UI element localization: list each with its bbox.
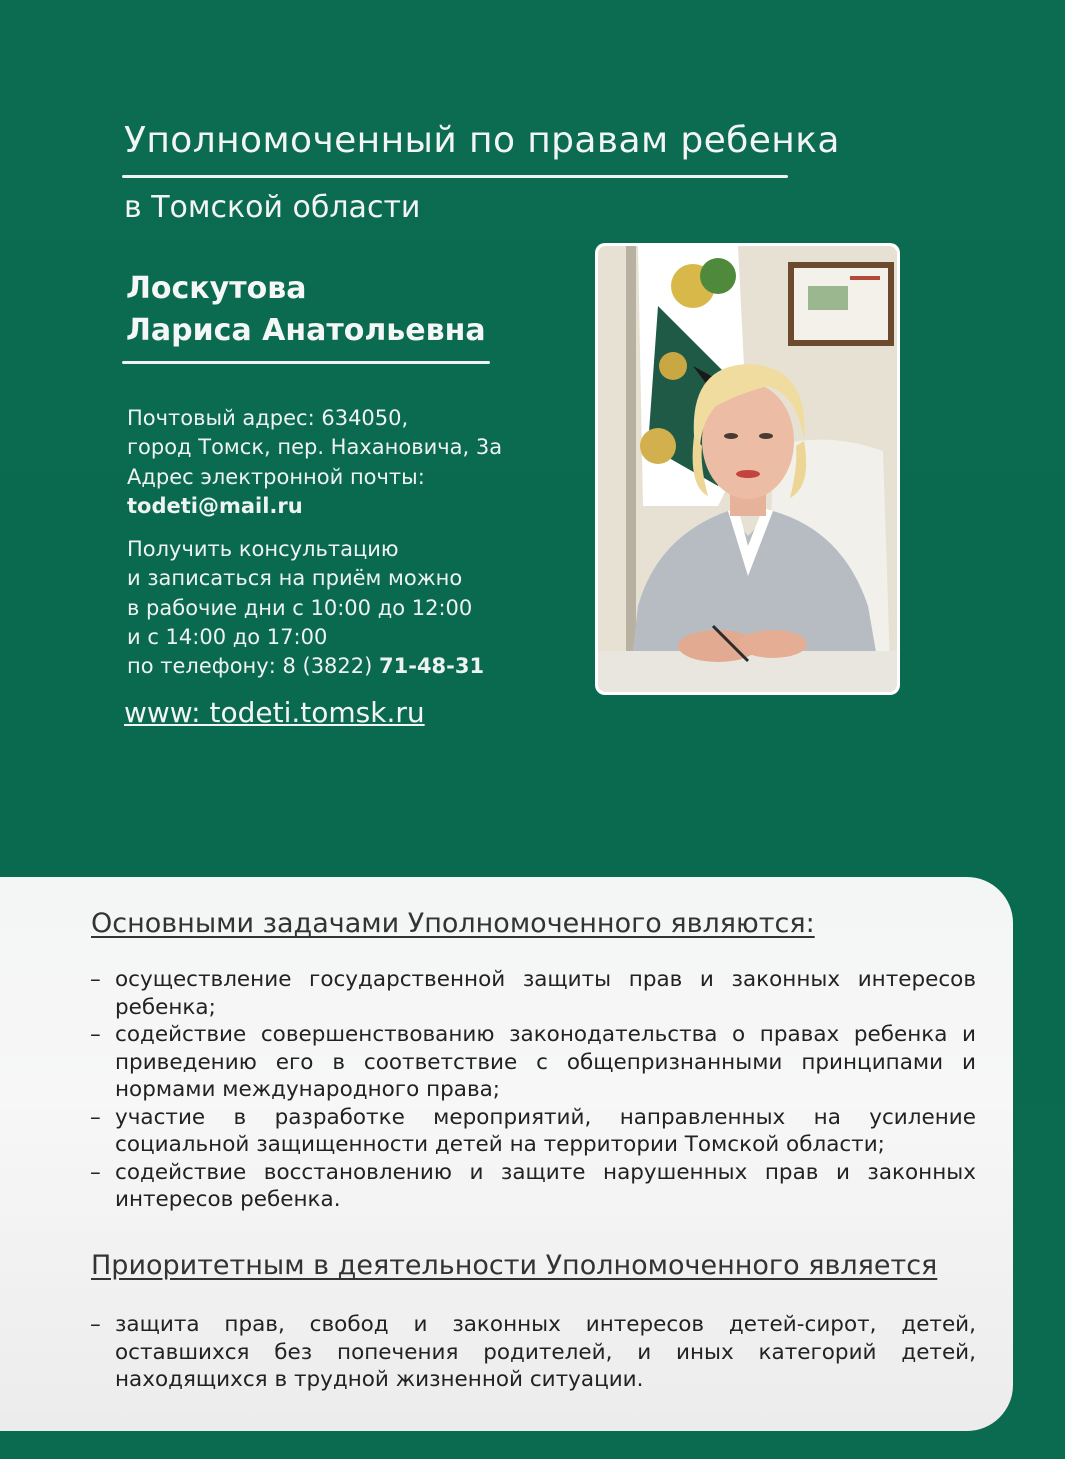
tasks-list xyxy=(90,966,976,1214)
consult-line3: в рабочие дни с 10:00 до 12:00 xyxy=(127,595,473,620)
tasks-heading: Основными задачами Уполномоченного являются: xyxy=(91,908,815,939)
consult-line2: и записаться на приём можно xyxy=(127,566,463,591)
priority-list xyxy=(90,1311,976,1394)
ombudsman-name xyxy=(126,268,486,352)
list-item: – защита прав, свобод и законных интересов детей-сирот, детей, оставшихся без попечения родителей, и иных категорий детей, находящихся в трудной жизненной ситуации. xyxy=(90,1311,976,1394)
page-title: Уполномоченный по правам ребенка xyxy=(124,120,840,161)
name-given: Лариса Анатольевна xyxy=(126,313,486,348)
priority-heading: Приоритетным в деятельности Уполномоченного является xyxy=(91,1250,938,1281)
phone-number[interactable]: 71-48-31 xyxy=(379,654,485,679)
page-subtitle: в Томской области xyxy=(124,190,421,225)
email-label: Адрес электронной почты: xyxy=(127,464,425,489)
list-item: – участие в разработке мероприятий, направленных на усиление социальной защищенности детей на территории Томской области; xyxy=(90,1104,976,1159)
phone-line xyxy=(127,652,502,681)
postal-address-line1: Почтовый адрес: 634050, xyxy=(127,406,409,430)
list-item: – осуществление государственной защиты прав и законных интересов ребенка; xyxy=(90,966,976,1021)
portrait-illustration xyxy=(598,246,897,692)
consult-line4: и с 14:00 до 17:00 xyxy=(127,625,328,650)
consult-line1: Получить консультацию xyxy=(127,537,399,562)
phone-prefix: по телефону: 8 (3822) xyxy=(127,654,379,679)
list-item: – содействие совершенствованию законодательства о правах ребенка и приведению его в соответствие с общепризнанными принципами и нормами международного права; xyxy=(90,1021,976,1104)
website-link[interactable]: www: todeti.tomsk.ru xyxy=(124,696,425,729)
contact-info xyxy=(127,404,502,682)
list-item: – содействие восстановлению и защите нарушенных прав и законных интересов ребенка. xyxy=(90,1159,976,1214)
name-surname: Лоскутова xyxy=(126,271,307,306)
postal-address-line2: город Томск, пер. Нахановича, 3а xyxy=(127,435,503,460)
name-divider xyxy=(122,361,490,364)
email-link[interactable]: todeti@mail.ru xyxy=(127,493,303,518)
title-divider xyxy=(122,175,788,178)
portrait-photo xyxy=(595,243,900,695)
